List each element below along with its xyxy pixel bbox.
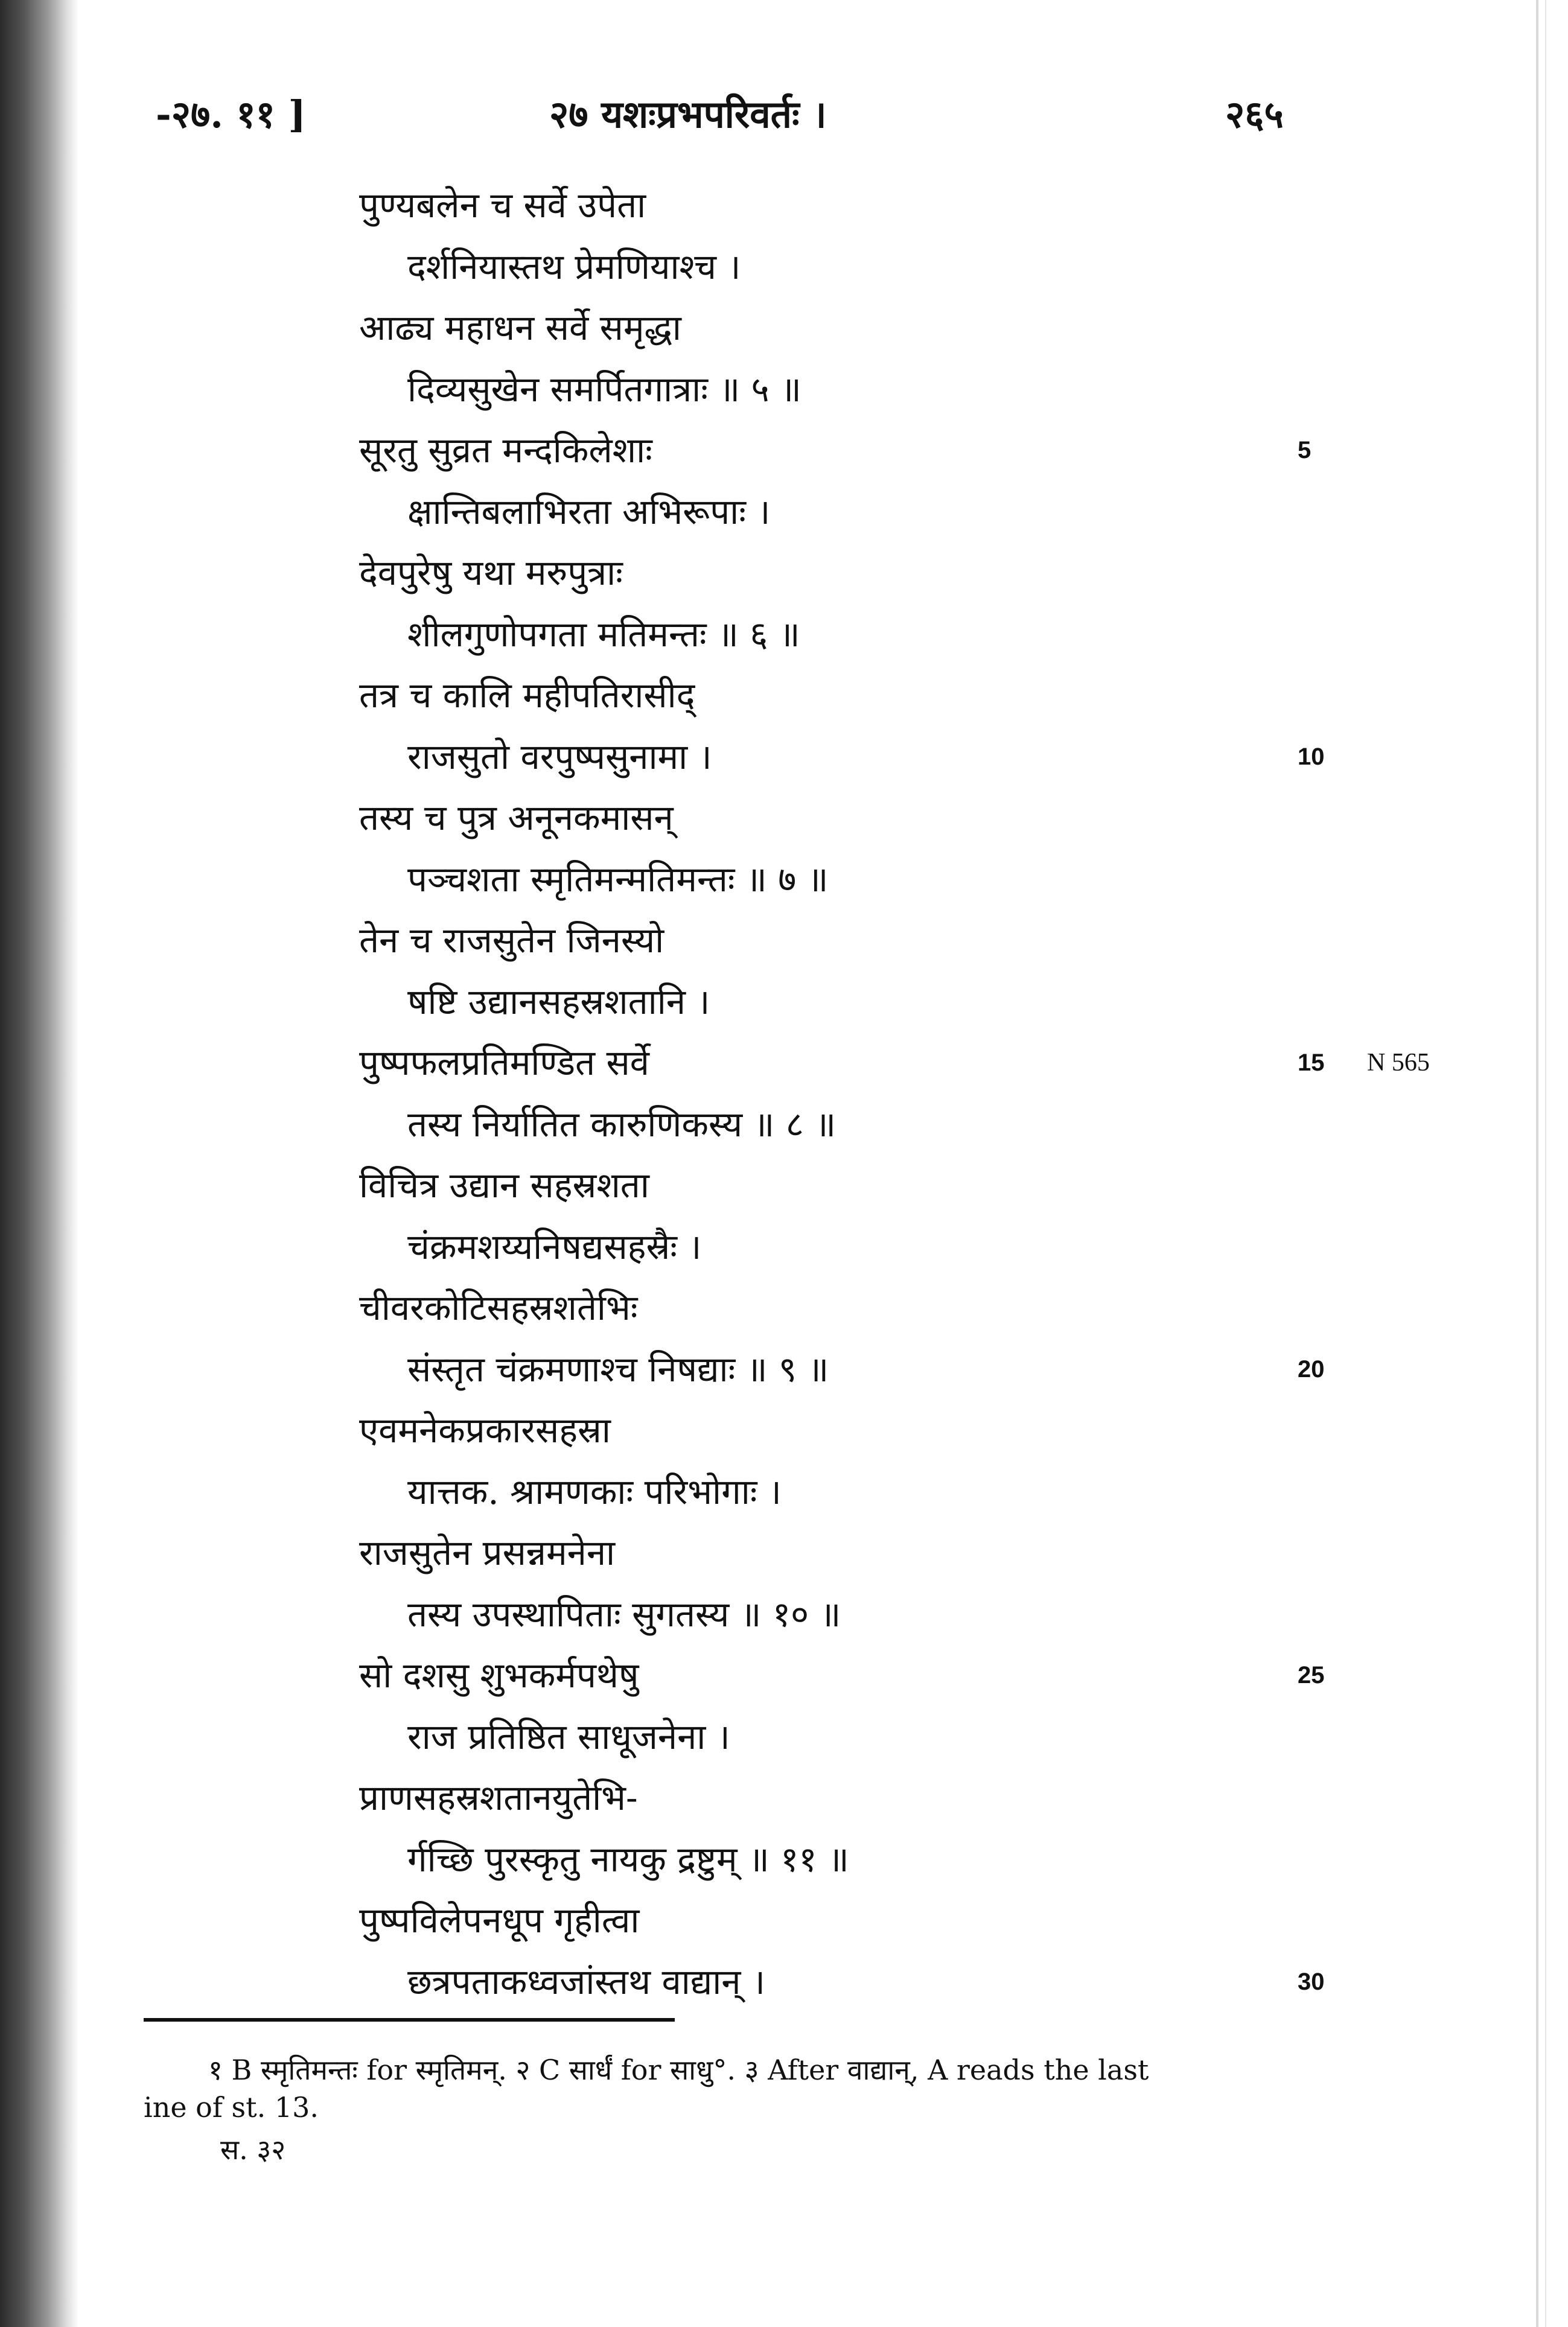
verse-line: शीलगुणोपगता मतिमन्तः ॥ ६ ॥	[407, 614, 800, 655]
verse-line: आढ्य महाधन सर्वे समृद्धा	[359, 307, 681, 348]
footnote-rule	[144, 2018, 675, 2022]
verse-line: तत्र च कालि महीपतिरासीद्	[359, 675, 695, 716]
verse-line: चंक्रमशय्यनिषद्यसहस्रैः ।	[407, 1226, 702, 1267]
verse-line: सूरतु सुव्रत मन्दकिलेशाः	[359, 430, 652, 471]
verse-line: दिव्यसुखेन समर्पितगात्राः ॥ ५ ॥	[407, 369, 802, 410]
line-number: 30	[1298, 1969, 1325, 1995]
verse-line: पुष्पफलप्रतिमण्डित सर्वे	[359, 1042, 649, 1083]
running-head-reference: -२७. ११ ]	[156, 92, 306, 136]
page-number: २६५	[1225, 92, 1284, 136]
verse-line: सो दशसु शुभकर्मपथेषु	[359, 1655, 639, 1696]
verse-line: पुण्यबलेन च सर्वे उपेता	[359, 185, 646, 226]
line-number: 10	[1298, 743, 1325, 770]
line-number: 15	[1298, 1049, 1325, 1076]
verse-line: पञ्चशता स्मृतिमन्मतिमन्तः ॥ ७ ॥	[407, 859, 829, 900]
verse-line: षष्टि उद्यानसहस्रशतानि ।	[407, 981, 710, 1022]
verse-line: तेन च राजसुतेन जिनस्यो	[359, 920, 664, 961]
verse-line: राजसुतो वरपुष्पसुनामा ।	[407, 736, 712, 777]
verse-line: पुष्पविलेपनधूप गृहीत्वा	[359, 1900, 640, 1941]
verse-line: चीवरकोटिसहस्रशतेभिः	[359, 1287, 638, 1328]
running-head-title: २७ यशःप्रभपरिवर्तः ।	[549, 92, 827, 136]
verse-line: र्गच्छि पुरस्कृतु नायकु द्रष्टुम् ॥ ११ ॥	[407, 1839, 849, 1880]
verse-line: यात्तक. श्रामणकाः परिभोगाः ।	[407, 1471, 782, 1512]
verse-line: छत्रपताकध्वजांस्तथ वाद्यान् ।	[407, 1961, 765, 2002]
verse-line: राजसुतेन प्रसन्नमनेना	[359, 1532, 616, 1573]
verse-line: विचित्र उद्यान सहस्रशता	[359, 1165, 649, 1206]
page-edge-line	[1536, 0, 1538, 2327]
manuscript-reference: N 565	[1367, 1049, 1430, 1077]
line-number: 20	[1298, 1356, 1325, 1383]
verse-line: प्राणसहस्रशतानयुतेभि-	[359, 1777, 638, 1818]
verse-line: तस्य च पुत्र अनूनकमासन्	[359, 797, 674, 838]
verse-line: तस्य निर्यातित कारुणिकस्य ॥ ८ ॥	[407, 1104, 837, 1145]
signature-mark: स. ३२	[220, 2133, 286, 2166]
verse-line: संस्तृत चंक्रमणाश्च निषद्याः ॥ ९ ॥	[407, 1349, 829, 1390]
footnote-line: १ B स्मृतिमन्तः for स्मृतिमन्. २ C सार्धं for साधु°. ३ After वाद्यान्, A reads the last	[208, 2054, 1149, 2086]
footnote-line: ine of st. 13.	[144, 2091, 319, 2124]
line-number: 25	[1298, 1662, 1325, 1689]
page-edge-line	[1545, 0, 1546, 2327]
verse-line: तस्य उपस्थापिताः सुगतस्य ॥ १० ॥	[407, 1594, 841, 1635]
book-spine-shadow	[0, 0, 78, 2327]
verse-line: दर्शनियास्तथ प्रेमणियाश्च ।	[407, 246, 741, 287]
verse-line: क्षान्तिबलाभिरता अभिरूपाः ।	[407, 491, 771, 532]
verse-line: राज प्रतिष्ठित साधूजनेना ।	[407, 1716, 730, 1757]
verse-line: एवमनेकप्रकारसहस्रा	[359, 1410, 611, 1451]
verse-line: देवपुरेषु यथा मरुपुत्राः	[359, 552, 623, 593]
line-number: 5	[1298, 437, 1311, 463]
